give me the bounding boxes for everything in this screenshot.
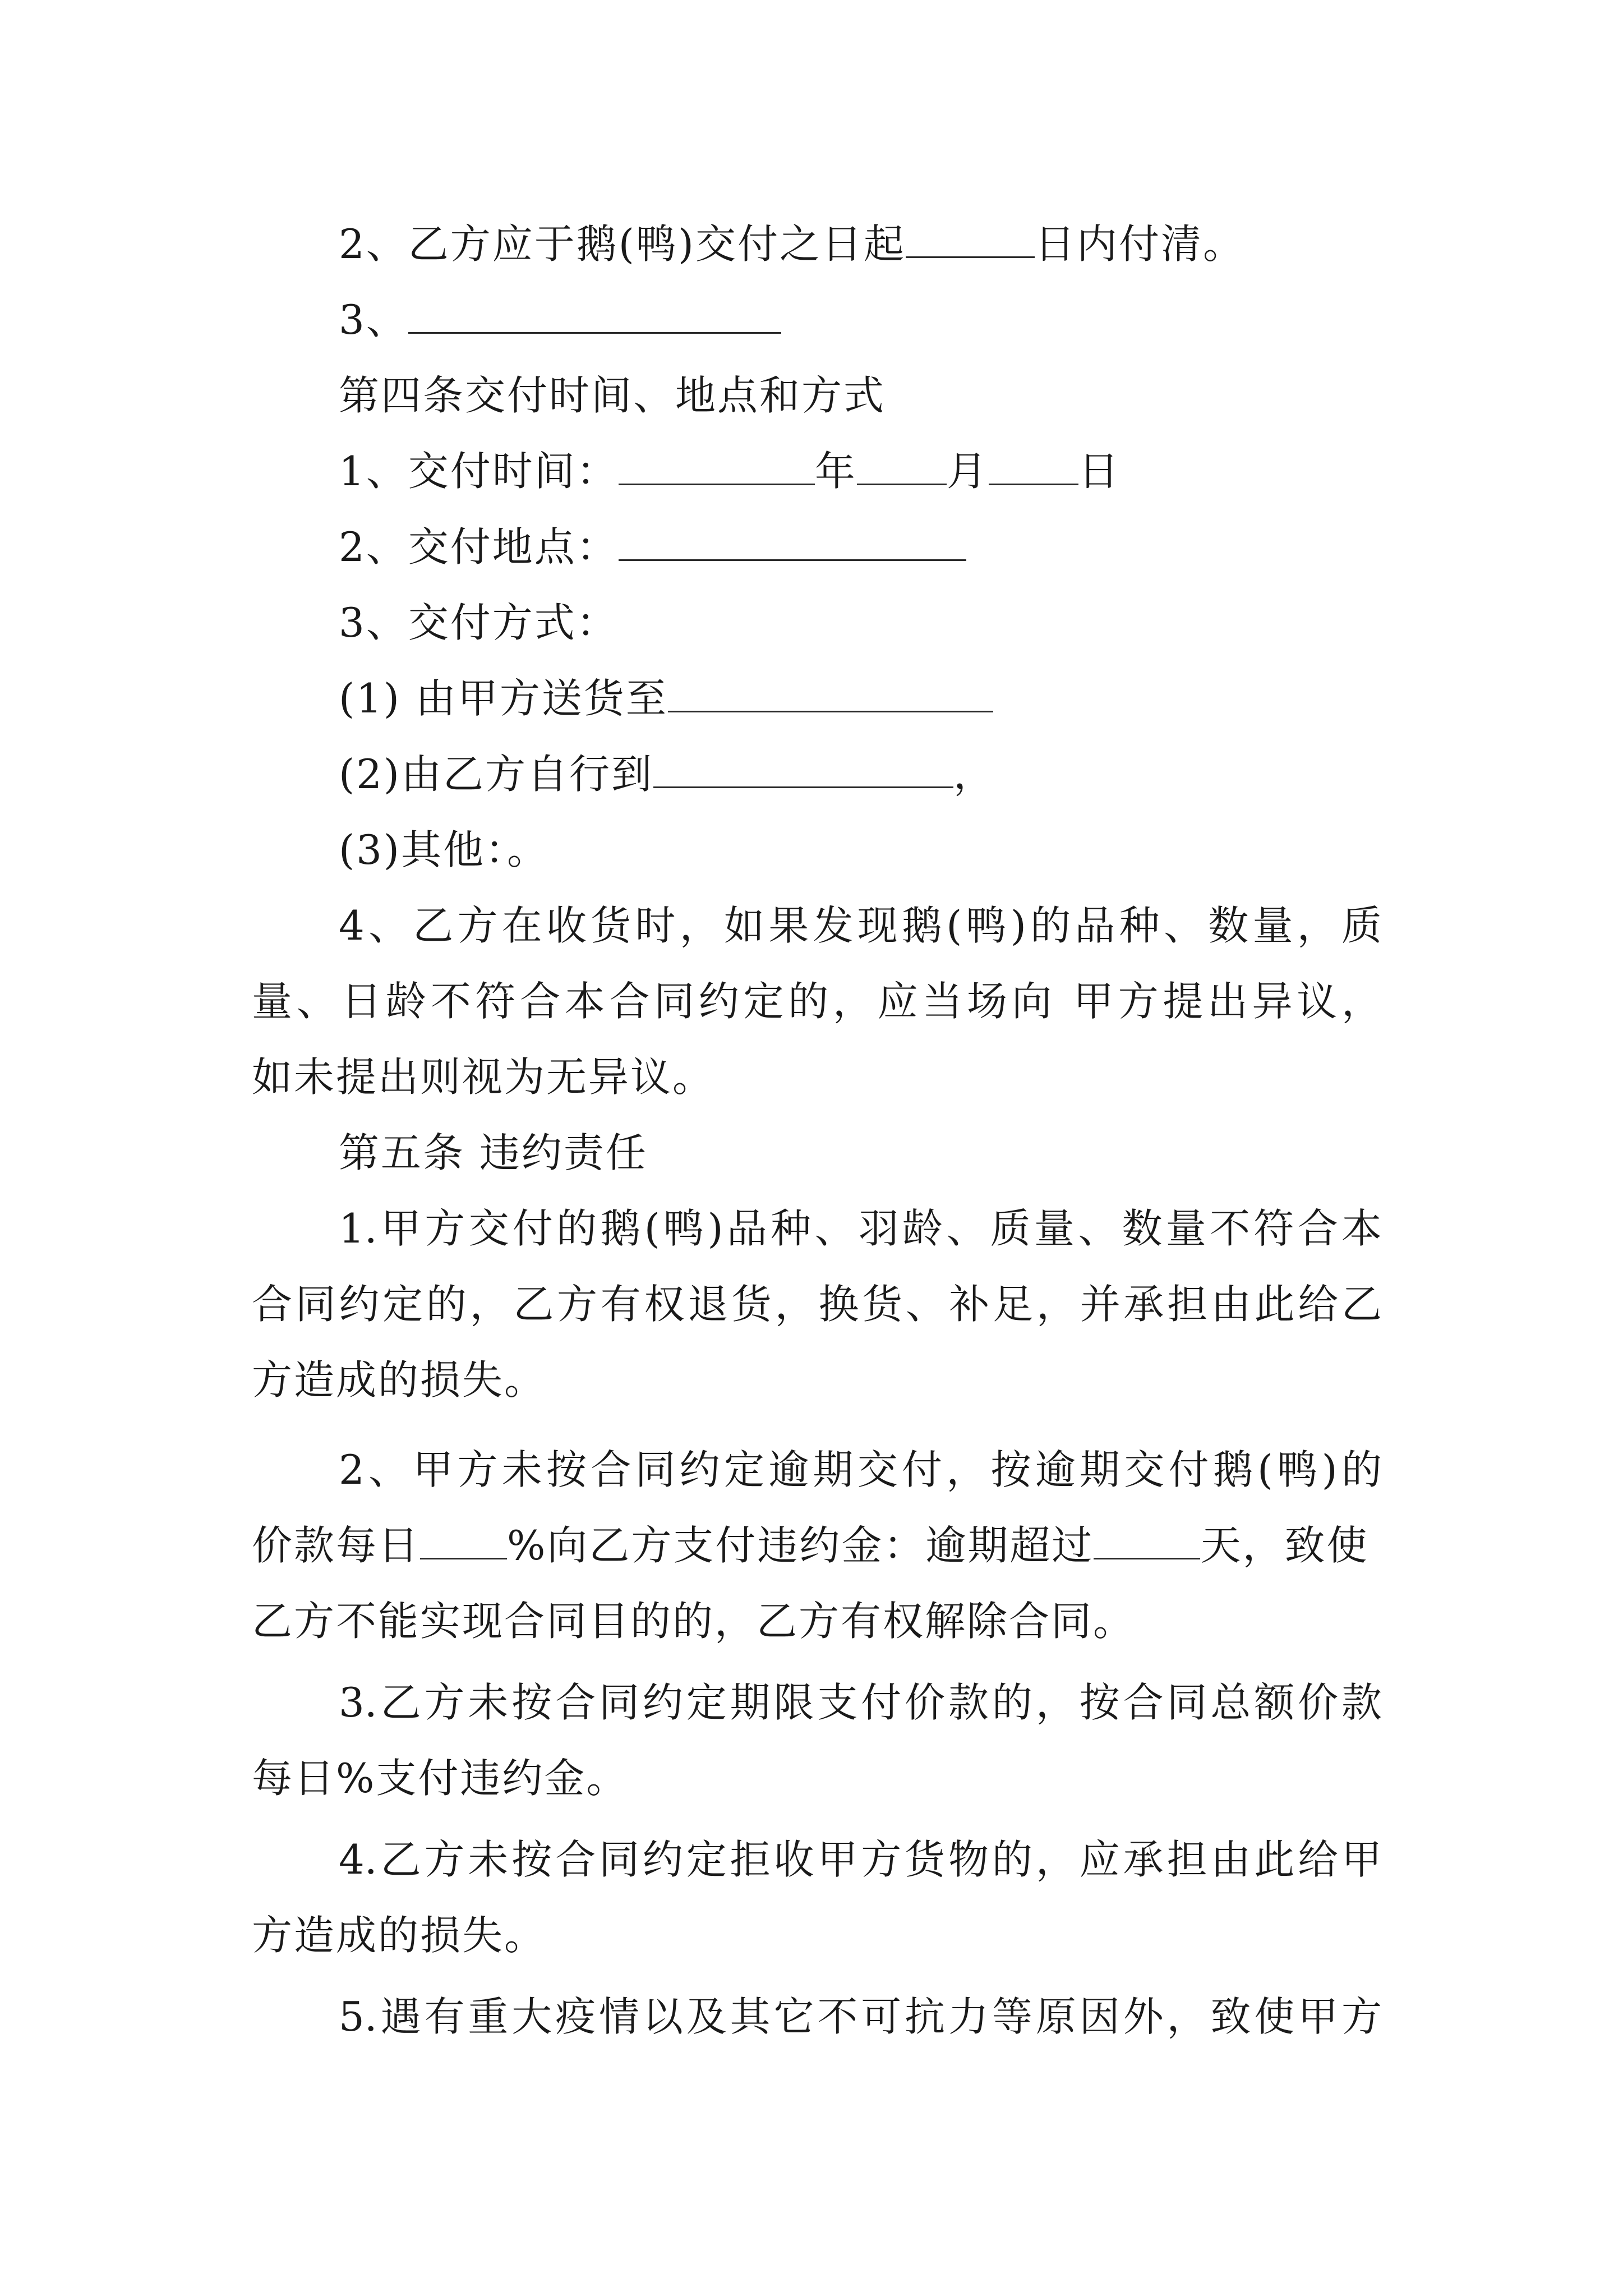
text-segment: 2、交付地点： (339, 523, 619, 570)
delivery-option-2 (339, 746, 995, 802)
text-segment: (3)其他：。 (339, 826, 549, 873)
inspection-clause-line-1: 4、乙方在收货时，如果发现鹅(鸭)的品种、数量，质 (339, 902, 1382, 949)
delivery-option-1 (339, 670, 993, 726)
text-segment: 第四条交付时间、地点和方式 (339, 372, 886, 419)
liability-4-line-2: 方造成的损失。 (252, 1912, 547, 1959)
text-segment: 月 (946, 448, 989, 495)
fill-blank-year (619, 447, 815, 485)
fill-blank-pickup (653, 749, 953, 788)
liability-3-line-1: 3.乙方未按合同约定期限支付价款的，按合同总额价款 (339, 1679, 1382, 1726)
inspection-clause-line-3: 如未提出则视为无异议。 (252, 1053, 715, 1101)
text-segment: %向乙方支付违约金：逾期超过 (507, 1522, 1094, 1569)
liability-1-line-1: 1.甲方交付的鹅(鸭)品种、羽龄、质量、数量不符合本 (339, 1205, 1382, 1252)
article-5-heading: 第五条 违约责任 (339, 1129, 648, 1176)
liability-3-line-2: 每日%支付违约金。 (252, 1755, 629, 1802)
text-segment: 价款每日 (252, 1522, 421, 1569)
delivery-option-3 (339, 822, 549, 878)
delivery-place (339, 519, 966, 575)
fill-blank-month (857, 447, 947, 485)
payment-clause-2 (339, 216, 1245, 272)
text-segment: 日 (1078, 448, 1121, 495)
fill-blank-place (619, 522, 966, 561)
liability-2-line-3: 乙方不能实现合同目的的，乙方有权解除合同。 (252, 1598, 1136, 1645)
delivery-method (339, 595, 619, 651)
text-segment: (2)由乙方自行到 (339, 751, 653, 798)
liability-2-line-2 (252, 1517, 1382, 1573)
fill-blank (408, 295, 781, 334)
text-segment: 3、 (339, 296, 408, 343)
liability-4-line-1: 4.乙方未按合同约定拒收甲方货物的，应承担由此给甲 (339, 1836, 1382, 1883)
liability-2-line-1: 2、甲方未按合同约定逾期交付，按逾期交付鹅(鸭)的 (339, 1446, 1382, 1493)
delivery-time (339, 443, 1121, 499)
text-segment: 年 (814, 448, 857, 495)
text-segment: 1、交付时间： (339, 448, 619, 495)
fill-blank-overdue-days (1094, 1521, 1200, 1559)
text-segment: 3、交付方式： (339, 599, 619, 646)
fill-blank-day (989, 447, 1078, 485)
liability-1-line-2: 合同约定的，乙方有权退货，换货、补足，并承担由此给乙 (252, 1281, 1382, 1328)
text-segment: 2、乙方应于鹅(鸭)交付之日起 (339, 220, 906, 268)
fill-blank-destination (668, 674, 993, 712)
text-segment: (1) 由甲方送货至 (339, 675, 668, 722)
article-4-heading (339, 367, 886, 424)
payment-clause-3 (339, 292, 781, 348)
inspection-clause-line-2: 量、日龄不符合本合同约定的，应当场向 甲方提出异议， (252, 978, 1382, 1025)
fill-blank-days (906, 219, 1035, 258)
text-segment: 天，致使 (1200, 1522, 1369, 1569)
text-segment: ， (953, 751, 996, 798)
liability-1-line-3: 方造成的损失。 (252, 1356, 547, 1404)
fill-blank-percent (420, 1521, 507, 1559)
liability-5-line-1: 5.遇有重大疫情以及其它不可抗力等原因外，致使甲方 (339, 1993, 1382, 2040)
text-segment: 日内付清。 (1035, 220, 1246, 268)
